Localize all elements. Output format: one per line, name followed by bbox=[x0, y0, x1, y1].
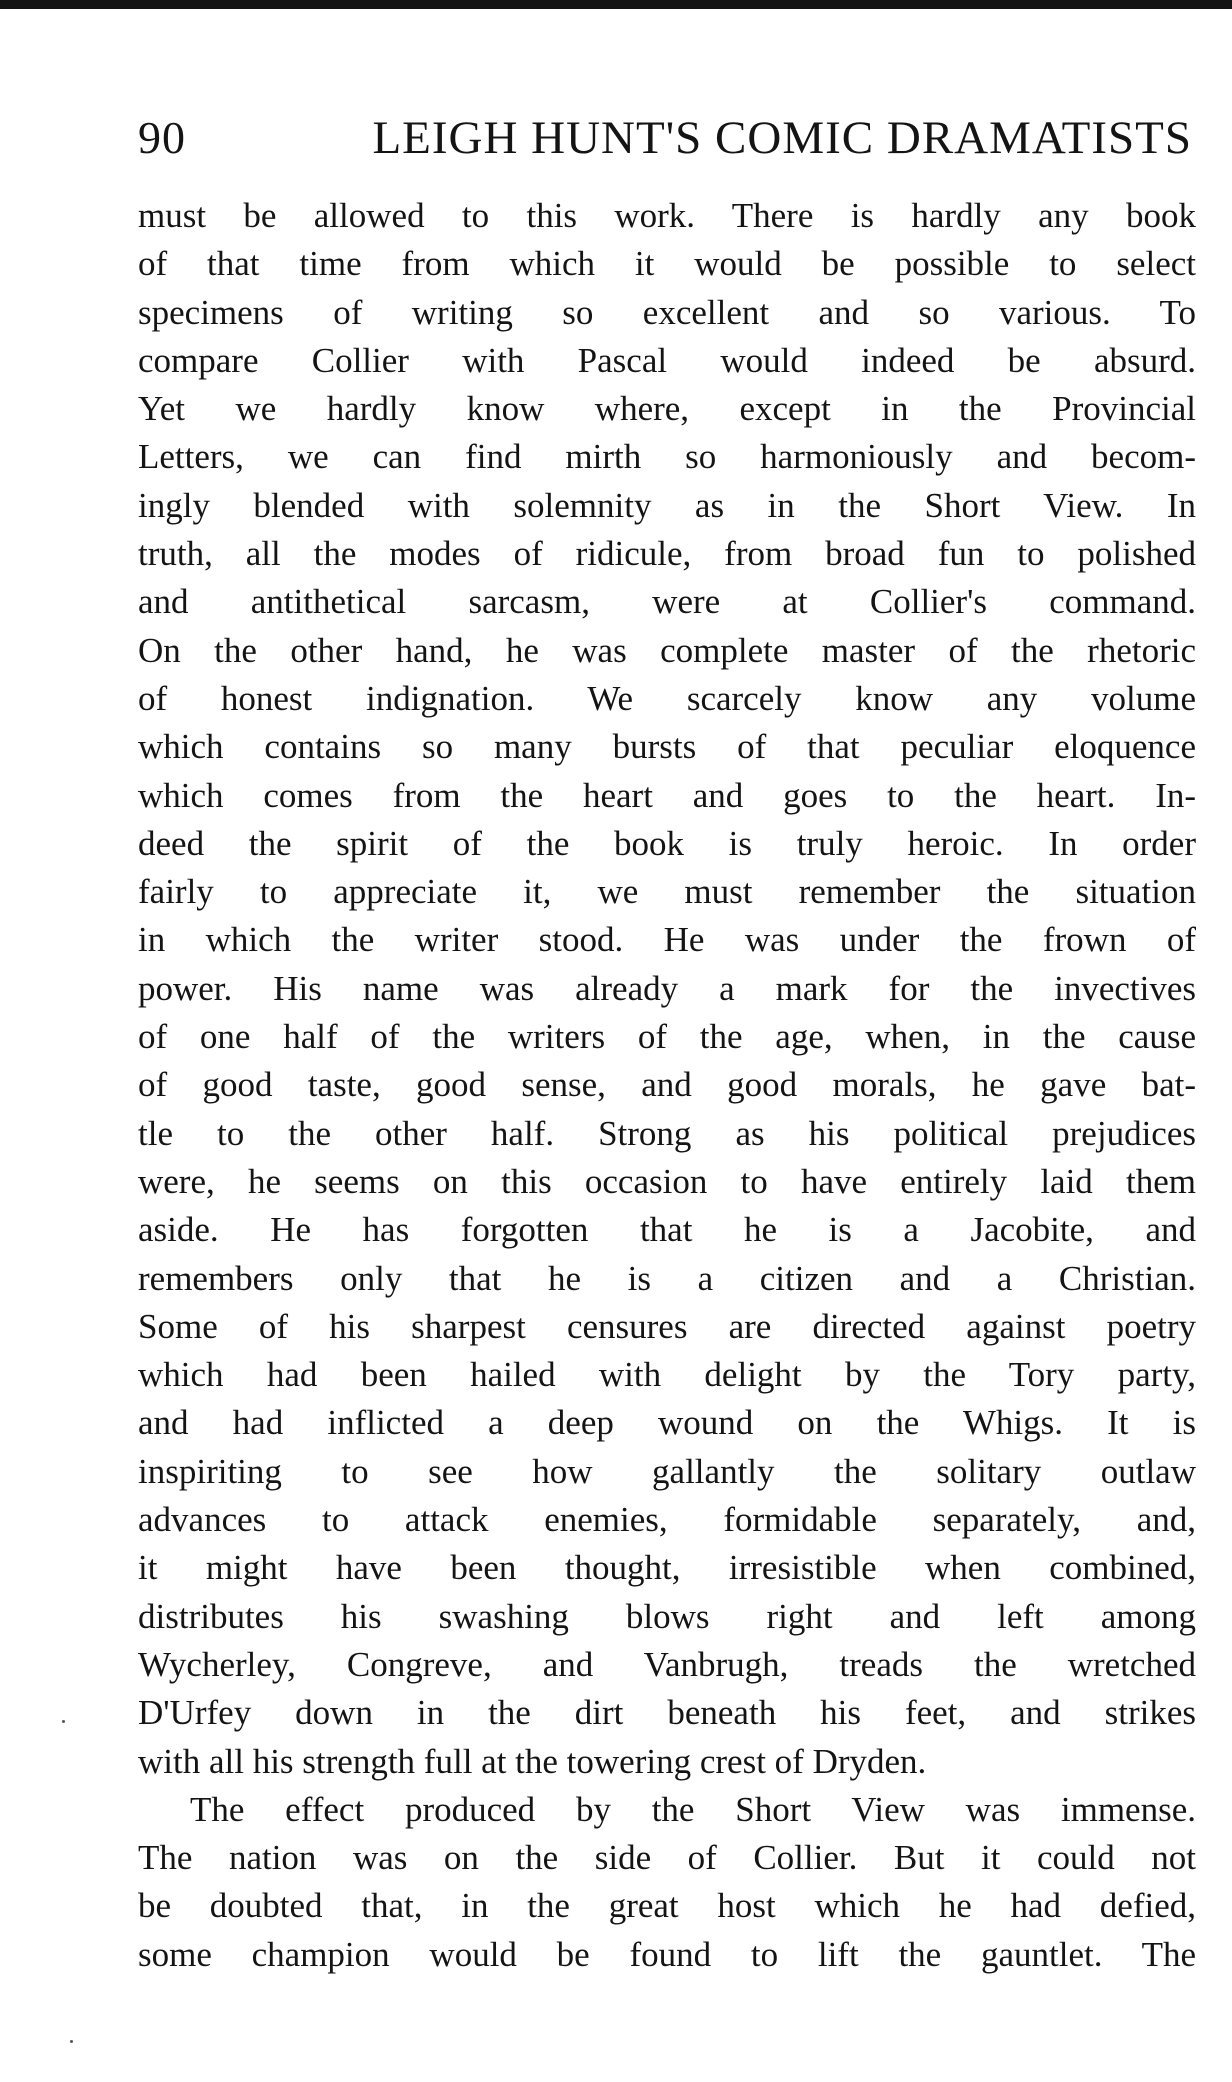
text-line: compare Collier with Pascal would indeed be absurd. bbox=[138, 340, 1196, 380]
top-border-rule bbox=[0, 0, 1232, 9]
text-line: Yet we hardly know where, except in the Provincial bbox=[138, 389, 1196, 429]
paper-speck bbox=[70, 2040, 73, 2043]
paragraph bbox=[138, 1786, 1196, 1979]
text-line: of one half of the writers of the age, when, in the cause bbox=[138, 1017, 1196, 1057]
paper-speck bbox=[62, 1720, 65, 1723]
text-line: ingly blended with solemnity as in the Short View. In bbox=[138, 485, 1196, 525]
text-line: and antithetical sarcasm, were at Collier's command. bbox=[138, 582, 1196, 622]
text-line: Wycherley, Congreve, and Vanbrugh, treads the wretched bbox=[138, 1644, 1196, 1684]
text-line: which contains so many bursts of that peculiar eloquence bbox=[138, 727, 1196, 767]
text-line: inspiriting to see how gallantly the solitary outlaw bbox=[138, 1451, 1196, 1491]
text-line: advances to attack enemies, formidable separately, and, bbox=[138, 1500, 1196, 1540]
text-line: must be allowed to this work. There is hardly any book bbox=[138, 196, 1196, 235]
text-line: Some of his sharpest censures are directed against poetry bbox=[138, 1306, 1196, 1346]
text-line: Letters, we can find mirth so harmoniously and becom- bbox=[138, 437, 1196, 477]
text-line: remembers only that he is a citizen and a Christian. bbox=[138, 1258, 1196, 1298]
text-line: D'Urfey down in the dirt beneath his feet, and strikes bbox=[138, 1693, 1196, 1733]
text-line: which comes from the heart and goes to the heart. In- bbox=[138, 775, 1196, 815]
text-line: distributes his swashing blows right and left among bbox=[138, 1596, 1196, 1636]
text-line: of that time from which it would be possible to select bbox=[138, 244, 1196, 284]
text-line: were, he seems on this occasion to have entirely laid them bbox=[138, 1161, 1196, 1201]
text-line: of honest indignation. We scarcely know any volume bbox=[138, 678, 1196, 718]
text-line: and had inflicted a deep wound on the Whigs. It is bbox=[138, 1403, 1196, 1443]
page-number: 90 bbox=[138, 112, 186, 163]
page-header bbox=[138, 108, 1202, 168]
text-line: tle to the other half. Strong as his political prejudices bbox=[138, 1113, 1196, 1153]
text-line: which had been hailed with delight by the Tory party, bbox=[138, 1355, 1196, 1395]
text-line: with all his strength full at the towering crest of Dryden. bbox=[138, 1741, 927, 1781]
text-line: fairly to appreciate it, we must remember the situation bbox=[138, 872, 1196, 912]
text-line: truth, all the modes of ridicule, from broad fun to polished bbox=[138, 534, 1196, 574]
text-line: aside. He has forgotten that he is a Jacobite, and bbox=[138, 1210, 1196, 1250]
text-line: specimens of writing so excellent and so various. To bbox=[138, 292, 1196, 332]
text-line: On the other hand, he was complete master of the rhetoric bbox=[138, 630, 1196, 670]
text-line: The effect produced by the Short View was immense. bbox=[190, 1789, 1196, 1829]
running-title: LEIGH HUNT'S COMIC DRAMATISTS bbox=[372, 112, 1192, 164]
text-line: power. His name was already a mark for the invectives bbox=[138, 968, 1196, 1008]
text-line: it might have been thought, irresistible when combined, bbox=[138, 1548, 1196, 1588]
text-line: in which the writer stood. He was under the frown of bbox=[138, 920, 1196, 960]
text-line: The nation was on the side of Collier. But it could not bbox=[138, 1838, 1196, 1878]
body-text bbox=[138, 192, 1196, 1979]
text-line: some champion would be found to lift the gauntlet. The bbox=[138, 1934, 1196, 1974]
text-line: be doubted that, in the great host which he had defied, bbox=[138, 1886, 1196, 1926]
paragraph bbox=[138, 192, 1196, 1786]
text-line: of good taste, good sense, and good morals, he gave bat- bbox=[138, 1065, 1196, 1105]
text-line: deed the spirit of the book is truly heroic. In order bbox=[138, 823, 1196, 863]
